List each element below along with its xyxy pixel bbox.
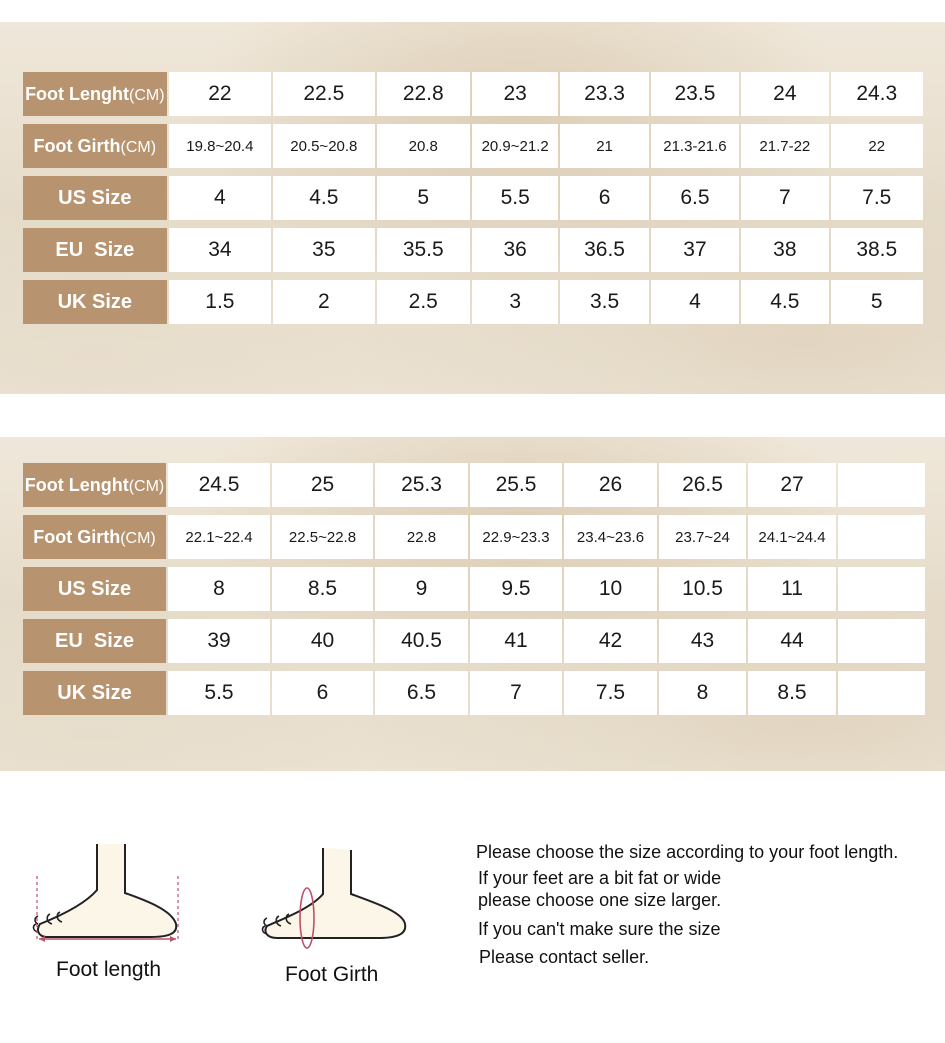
table-cell: 22.1~22.4 — [168, 515, 270, 559]
table-cell: 6.5 — [651, 176, 739, 220]
table-cell: 22 — [169, 72, 271, 116]
table-cell: 22.5~22.8 — [272, 515, 373, 559]
eu-size-row — [23, 619, 925, 663]
table-cell: 11 — [748, 567, 836, 611]
table-cell — [838, 671, 925, 715]
table-cell: 3.5 — [560, 280, 648, 324]
table-cell: 43 — [659, 619, 746, 663]
uk-size-row — [23, 280, 923, 324]
table-cell: 26.5 — [659, 463, 746, 507]
table-cell: 5.5 — [472, 176, 558, 220]
foot-girth-row — [23, 124, 923, 168]
table-cell: 4.5 — [273, 176, 374, 220]
foot-length-caption: Foot length — [56, 958, 162, 981]
table-cell: 24 — [741, 72, 828, 116]
size-chart-panel-1 — [0, 22, 945, 394]
size-table-2 — [21, 455, 927, 723]
table-cell — [838, 463, 925, 507]
table-cell: 22.9~23.3 — [470, 515, 562, 559]
table-cell: 7.5 — [564, 671, 657, 715]
row-label-foot-length: Foot Lenght(CM) — [23, 463, 166, 507]
row-label-foot-length: Foot Lenght(CM) — [23, 72, 167, 116]
table-cell: 7 — [470, 671, 562, 715]
table-cell: 40 — [272, 619, 373, 663]
table-cell: 7.5 — [831, 176, 923, 220]
table-cell: 38.5 — [831, 228, 923, 272]
table-cell: 27 — [748, 463, 836, 507]
row-label-foot-girth: Foot Girth(CM) — [23, 124, 167, 168]
foot-girth-icon — [255, 846, 415, 956]
row-label-uk-size: UK Size — [23, 280, 167, 324]
table-cell: 6.5 — [375, 671, 468, 715]
row-label-eu-size: EU Size — [23, 228, 167, 272]
table-cell: 4 — [651, 280, 739, 324]
table-cell: 1.5 — [169, 280, 271, 324]
table-cell: 44 — [748, 619, 836, 663]
foot-girth-row — [23, 515, 925, 559]
table-cell: 21 — [560, 124, 648, 168]
table-cell: 35 — [273, 228, 374, 272]
table-cell: 4 — [169, 176, 271, 220]
table-cell: 20.8 — [377, 124, 470, 168]
table-cell: 25.3 — [375, 463, 468, 507]
table-cell: 10.5 — [659, 567, 746, 611]
size-table-1 — [21, 64, 925, 332]
table-cell: 22.5 — [273, 72, 374, 116]
table-cell: 23.4~23.6 — [564, 515, 657, 559]
table-cell: 34 — [169, 228, 271, 272]
table-cell: 8.5 — [272, 567, 373, 611]
table-cell: 21.7-22 — [741, 124, 828, 168]
table-cell: 23 — [472, 72, 558, 116]
table-cell — [838, 619, 925, 663]
table-cell: 26 — [564, 463, 657, 507]
table-cell: 23.7~24 — [659, 515, 746, 559]
row-label-us-size: US Size — [23, 567, 166, 611]
table-cell: 5.5 — [168, 671, 270, 715]
table-cell: 5 — [377, 176, 470, 220]
instruction-line: Please contact seller. — [479, 947, 650, 967]
row-label-foot-girth: Foot Girth(CM) — [23, 515, 166, 559]
table-cell: 19.8~20.4 — [169, 124, 271, 168]
table-cell: 7 — [741, 176, 828, 220]
table-cell: 8 — [659, 671, 746, 715]
table-cell: 42 — [564, 619, 657, 663]
table-cell: 39 — [168, 619, 270, 663]
table-cell: 25.5 — [470, 463, 562, 507]
table-cell: 40.5 — [375, 619, 468, 663]
table-cell: 22.8 — [375, 515, 468, 559]
table-cell: 2 — [273, 280, 374, 324]
foot-girth-caption: Foot Girth — [285, 963, 379, 986]
table-cell: 6 — [560, 176, 648, 220]
table-cell: 24.1~24.4 — [748, 515, 836, 559]
table-cell: 41 — [470, 619, 562, 663]
eu-size-row — [23, 228, 923, 272]
size-chart-panel-2 — [0, 437, 945, 771]
table-cell: 21.3-21.6 — [651, 124, 739, 168]
table-cell: 24.3 — [831, 72, 923, 116]
instruction-line: Please choose the size according to your foot length. — [476, 842, 899, 862]
table-cell — [838, 515, 925, 559]
table-cell: 23.5 — [651, 72, 739, 116]
table-cell: 37 — [651, 228, 739, 272]
row-label-uk-size: UK Size — [23, 671, 166, 715]
foot-length-row — [23, 463, 925, 507]
table-cell: 22.8 — [377, 72, 470, 116]
foot-length-row — [23, 72, 923, 116]
table-cell: 23.3 — [560, 72, 648, 116]
table-cell: 38 — [741, 228, 828, 272]
table-cell: 25 — [272, 463, 373, 507]
instruction-line: please choose one size larger. — [478, 890, 722, 910]
table-cell: 35.5 — [377, 228, 470, 272]
table-cell: 5 — [831, 280, 923, 324]
table-cell: 24.5 — [168, 463, 270, 507]
table-cell: 36.5 — [560, 228, 648, 272]
table-cell: 6 — [272, 671, 373, 715]
instruction-line: If your feet are a bit fat or wide — [478, 868, 722, 888]
table-cell: 3 — [472, 280, 558, 324]
table-cell: 4.5 — [741, 280, 828, 324]
table-cell: 20.5~20.8 — [273, 124, 374, 168]
table-cell: 2.5 — [377, 280, 470, 324]
foot-length-icon — [30, 838, 190, 948]
table-cell: 8 — [168, 567, 270, 611]
us-size-row — [23, 176, 923, 220]
table-cell: 36 — [472, 228, 558, 272]
table-cell: 9.5 — [470, 567, 562, 611]
table-cell: 8.5 — [748, 671, 836, 715]
row-label-eu-size: EU Size — [23, 619, 166, 663]
table-cell: 10 — [564, 567, 657, 611]
row-label-us-size: US Size — [23, 176, 167, 220]
uk-size-row — [23, 671, 925, 715]
table-cell: 20.9~21.2 — [472, 124, 558, 168]
us-size-row — [23, 567, 925, 611]
table-cell: 22 — [831, 124, 923, 168]
table-cell — [838, 567, 925, 611]
table-cell: 9 — [375, 567, 468, 611]
instruction-line: If you can't make sure the size — [478, 919, 721, 939]
